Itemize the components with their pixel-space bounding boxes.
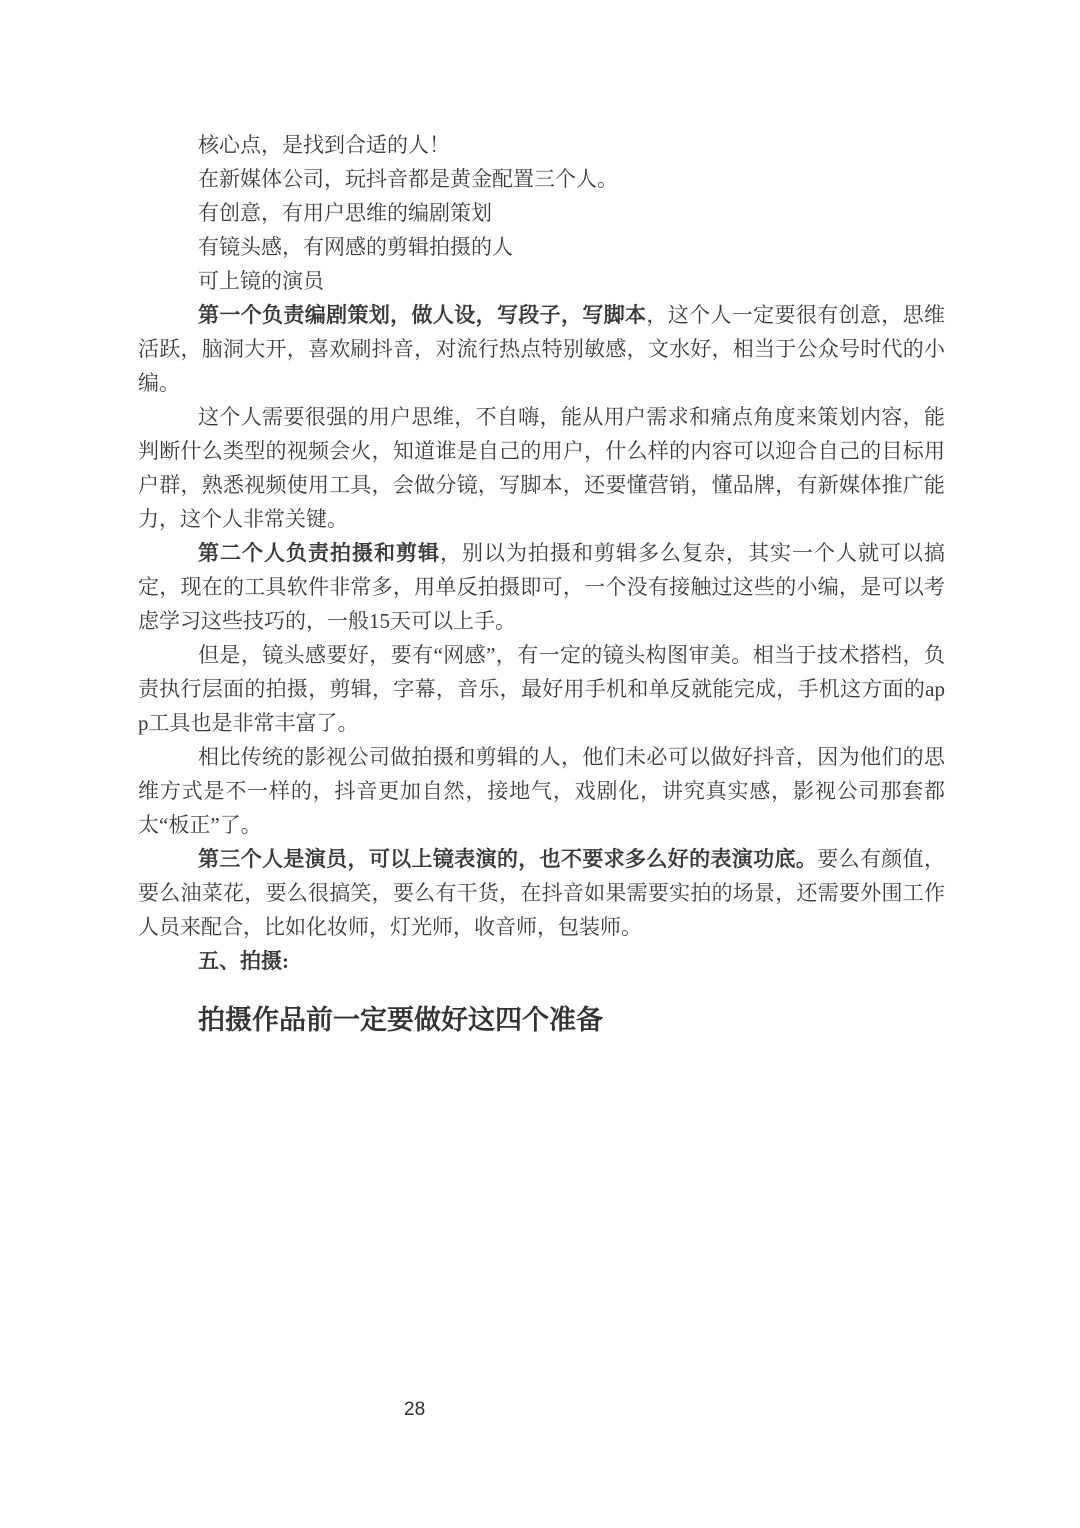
- paragraph-body: 这个人需要很强的用户思维，不自嗨，能从用户需求和痛点角度来策划内容，能判断什么类型的视频会火，知道谁是自己的用户，什么样的内容可以迎合自己的目标用户群，熟悉视频使用工具，会做分镜，写脚本，还要懂营销，懂品牌，有新媒体推广能力，这个人非常关键。: [138, 405, 945, 531]
- paragraph: [138, 536, 945, 638]
- paragraph: [138, 842, 945, 944]
- paragraph: [138, 400, 945, 536]
- section-heading: 拍摄作品前一定要做好这四个准备: [198, 1005, 603, 1035]
- paragraph: [138, 740, 945, 842]
- page-number: 28: [404, 1399, 426, 1420]
- paragraph: [138, 638, 945, 740]
- paragraph-body: ，别以为拍摄和剪辑多么复杂，其实一个人就可以搞定，现在的工具软件非常多，用单反拍摄即可，一个没有接触过这些的小编，是可以考虑学习这些技巧的，一般15天可以上手。: [138, 541, 945, 633]
- intro-line: 有创意，有用户思维的编剧策划: [198, 201, 492, 225]
- paragraph-body: 但是，镜头感要好，要有“网感”，有一定的镜头构图审美。相当于技术搭档，负责执行层面的拍摄，剪辑，字幕，音乐，最好用手机和单反就能完成，手机这方面的app工具也是非常丰富了。: [138, 643, 945, 735]
- paragraph-lead: 第三个人是演员，可以上镜表演的，也不要求多么好的表演功底。: [198, 847, 818, 871]
- paragraph-body: ，这个人一定要很有创意，思维活跃，脑洞大开，喜欢刷抖音，对流行热点特别敏感，文水好，相当于公众号时代的小编。: [138, 303, 946, 395]
- paragraph-lead: 第二个人负责拍摄和剪辑: [198, 541, 440, 565]
- paragraph: [138, 298, 945, 400]
- intro-line: 在新媒体公司，玩抖音都是黄金配置三个人。: [198, 167, 618, 191]
- paragraph-lead: 第一个负责编剧策划，做人设，写段子，写脚本: [198, 303, 647, 327]
- intro-line: 核心点，是找到合适的人！: [198, 133, 450, 157]
- intro-line: 有镜头感，有网感的剪辑拍摄的人: [198, 235, 513, 259]
- paragraph-body: 要么有颜值，要么油菜花，要么很搞笑，要么有干货，在抖音如果需要实拍的场景，还需要外围工作人员来配合，比如化妆师，灯光师，收音师，包装师。: [138, 847, 945, 939]
- section-label: 五、拍摄:: [198, 949, 289, 973]
- intro-line: 可上镜的演员: [198, 269, 324, 293]
- paragraph-body: 相比传统的影视公司做拍摄和剪辑的人，他们未必可以做好抖音，因为他们的思维方式是不一样的，抖音更加自然，接地气，戏剧化，讲究真实感，影视公司那套都太“板正”了。: [138, 745, 945, 837]
- page-content: [138, 128, 945, 1040]
